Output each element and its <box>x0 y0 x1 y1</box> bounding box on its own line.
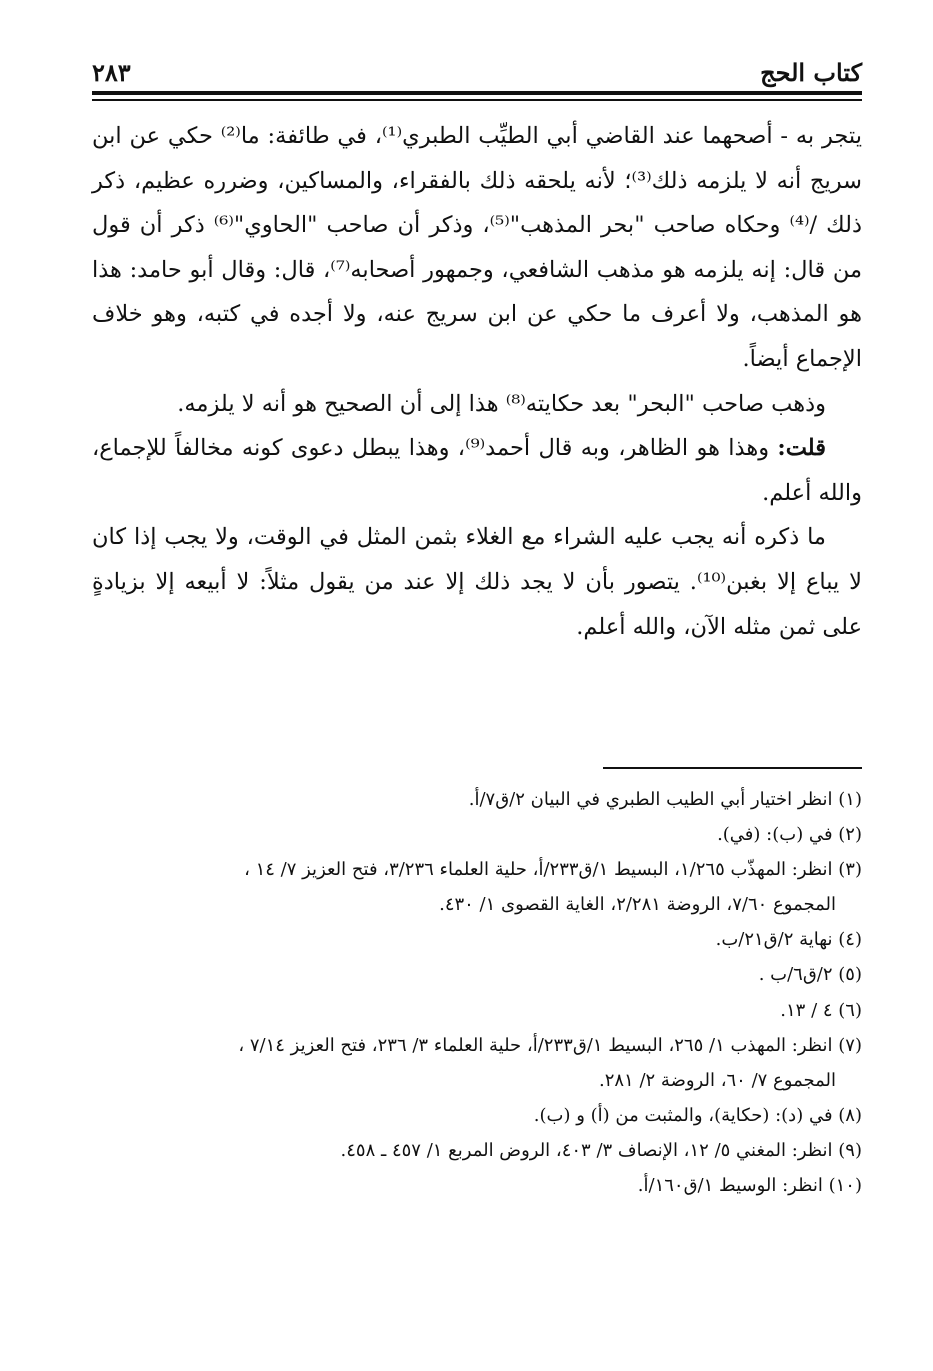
footnote-continuation: المجموع ٧/٦٠، الروضة ٢/٢٨١، الغاية القصوى ١/ ٤٣٠. <box>439 894 836 916</box>
page-number: ٢٨٣ <box>92 58 131 87</box>
footnote-continuation: المجموع ٧/ ٦٠، الروضة ٢/ ٢٨١. <box>598 1069 836 1091</box>
footnote-7 <box>92 1028 862 1098</box>
footnote-4 <box>92 922 862 957</box>
running-title: كتاب الحج <box>760 58 862 87</box>
footnote-3 <box>92 852 862 922</box>
main-text <box>92 114 862 649</box>
footnote-8 <box>92 1098 862 1133</box>
footnote-2 <box>92 817 862 852</box>
footnote-line: (٢) في (ب): (في). <box>717 824 862 846</box>
paragraph-1: يتجر به - أصحهما عند القاضي أبي الطيِّب الطبري⁽¹⁾، في طائفة: ما⁽²⁾ حكي عن ابن سريج أنه لا يلزمه ذلك⁽³⁾؛ لأنه يلحقه ذلك بالفقراء، والمساكين، وضرره عظيم، ذكر ذلك /⁽⁴⁾ وحكاه صاحب "بحر المذهب"⁽⁵⁾، وذكر أن صاحب "الحاوي"⁽⁶⁾ ذكر أن قول من قال: إنه يلزمه هو مذهب الشافعي، وجمهور أصحابه⁽⁷⁾، قال: وقال أبو حامد: هذا هو المذهب، ولا أعرف ما حكي عن ابن سريج عنه، ولا أجده في كتبه، وهو خلاف الإجماع أيضاً. <box>92 123 862 372</box>
paragraph-3-text: وهذا هو الظاهر، وبه قال أحمد⁽⁹⁾، وهذا يبطل دعوى كونه مخالفاً للإجماع، والله أعلم. <box>92 435 862 506</box>
qultu-label: قلت: <box>777 435 826 462</box>
paragraph-2: وذهب صاحب "البحر" بعد حكايته⁽⁸⁾ هذا إلى أن الصحيح هو أنه لا يلزمه. <box>177 390 826 417</box>
footnotes <box>92 782 862 1203</box>
footnote-line: (٤) نهاية ٢/ق٢١/ب. <box>715 929 862 951</box>
footnote-5 <box>92 957 862 992</box>
header-rule-thin <box>92 99 862 101</box>
footnote-line: (٧) انظر: المهذب ١/ ٢٦٥، البسيط ١/ق٢٣٣/أ، حلية العلماء ٣/ ٢٣٦، فتح العزيز ٧/١٤ ، <box>238 1034 862 1056</box>
footnote-1 <box>92 782 862 817</box>
footnote-line: (٣) انظر: المهذّب ١/٢٦٥، البسيط ١/ق٢٣٣/أ، حلية العلماء ٣/٢٣٦، فتح العزيز ٧/ ١٤ ، <box>244 859 862 881</box>
paragraph-3 <box>92 426 862 515</box>
footnote-line: (٦) ٤ / ١٣. <box>780 999 862 1021</box>
footnote-separator <box>603 767 862 769</box>
footnote-line: (٨) في (د): (حكاية)، والمثبت من (أ) و (ب). <box>533 1104 862 1126</box>
footnote-10 <box>92 1168 862 1203</box>
paragraph-4: ما ذكره أنه يجب عليه الشراء مع الغلاء بثمن المثل في الوقت، ولا يجب إذا كان لا يباع إلا بغبن⁽¹⁰⁾. يتصور بأن لا يجد ذلك إلا عند من يقول مثلاً: لا أبيعه إلا بزيادةٍ على ثمن مثله الآن، والله أعلم. <box>92 524 863 640</box>
footnote-line: (٥) ٢/ق٦/ب . <box>758 964 862 986</box>
footnote-line: (١٠) انظر: الوسيط ١/ق١٦٠/أ. <box>637 1175 862 1197</box>
page-header <box>92 58 862 88</box>
footnote-6 <box>92 993 862 1028</box>
header-rule-thick <box>92 91 862 95</box>
footnote-line: (٩) انظر: المغني ٥/ ١٢، الإنصاف ٣/ ٤٠٣، الروض المربع ١/ ٤٥٧ ـ ٤٥٨. <box>340 1139 862 1161</box>
footnote-line: (١) انظر اختيار أبي الطيب الطبري في البيان ٢/ق٧/أ. <box>468 789 862 810</box>
footnote-9 <box>92 1133 862 1168</box>
